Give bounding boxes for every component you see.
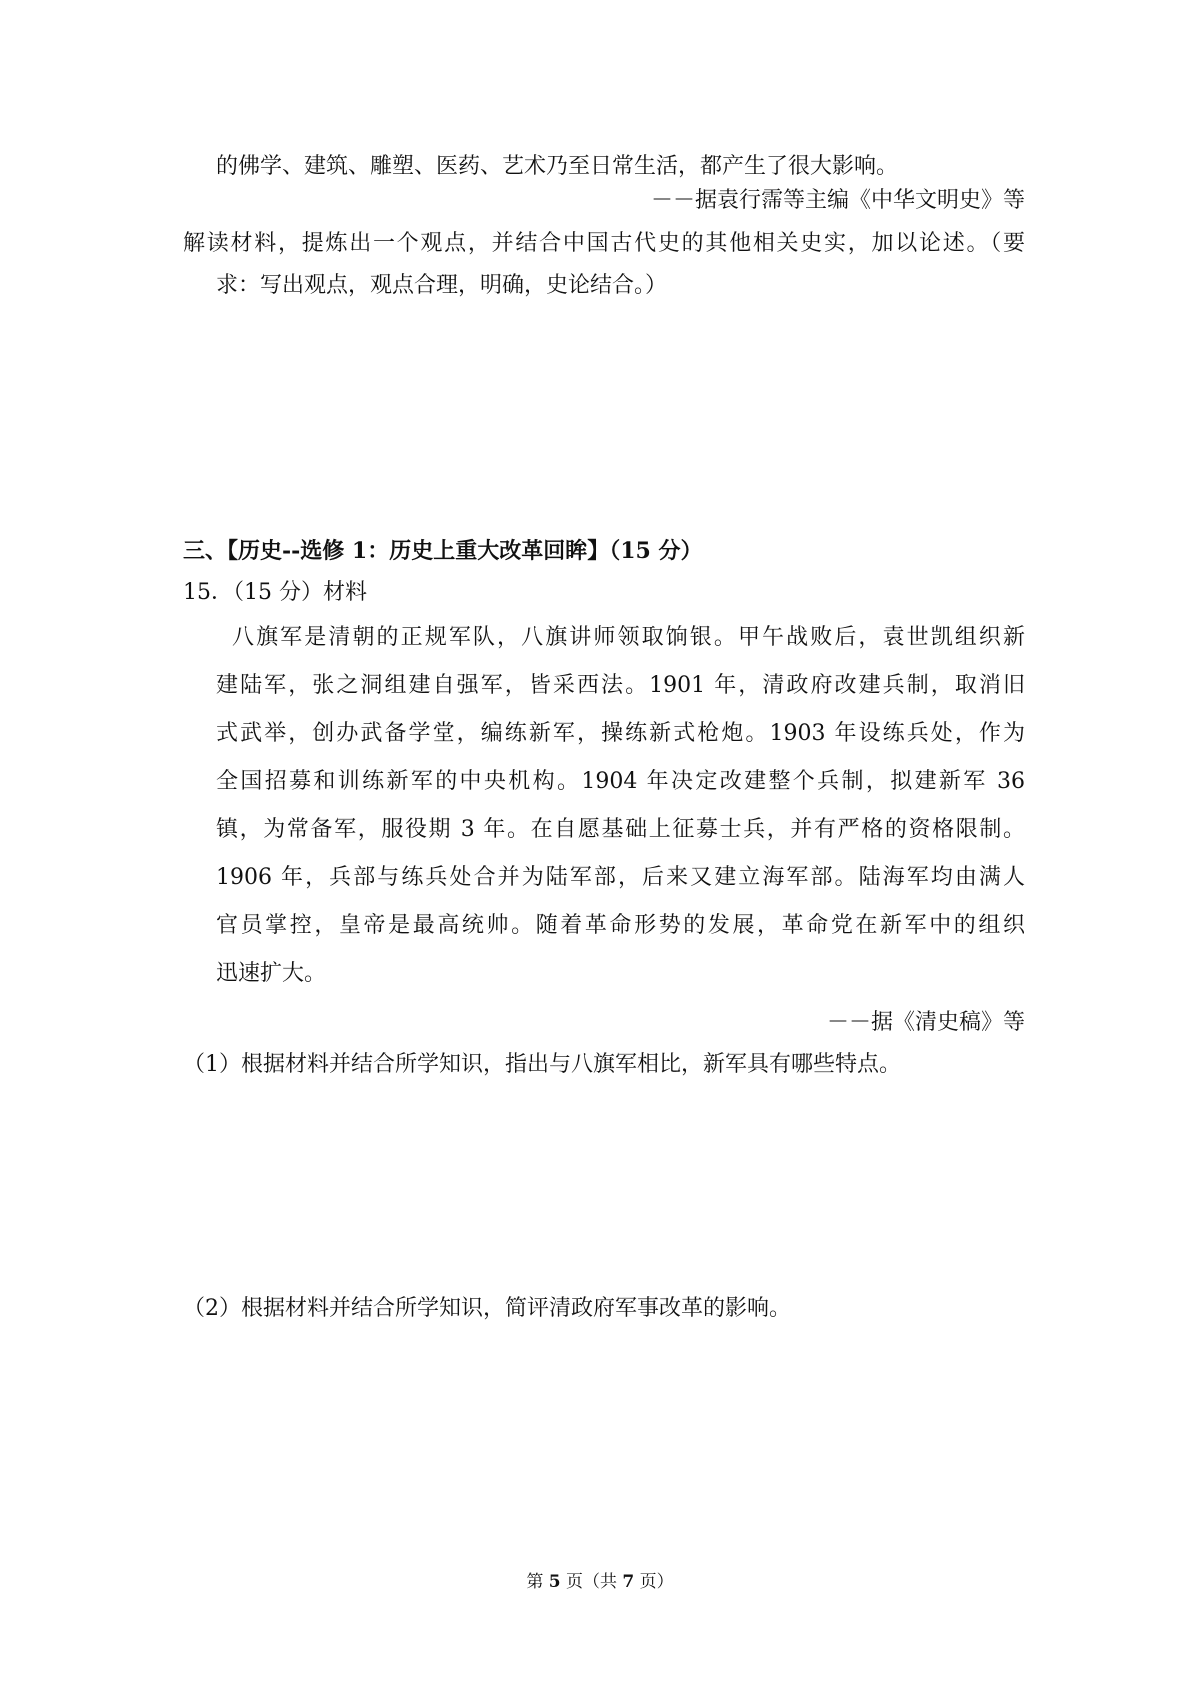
footer-total-pages: 7 — [622, 1572, 635, 1592]
footer-suffix: 页） — [639, 1572, 674, 1592]
question-15-header: 15．（15 分）材料 — [183, 580, 367, 605]
material-line-8: 迅速扩大。 — [216, 961, 327, 986]
prev-prompt-line2: 求：写出观点，观点合理，明确，史论结合。） — [216, 273, 668, 298]
footer-prefix: 第 — [526, 1572, 544, 1592]
material-line-5: 镇，为常备军，服役期 3 年。在自愿基础上征募士兵，并有严格的资格限制。 — [216, 817, 1025, 842]
sub-question-2: （2）根据材料并结合所学知识，简评清政府军事改革的影响。 — [183, 1296, 791, 1321]
material-line-4: 全国招募和训练新军的中央机构。1904 年决定改建整个兵制，拟建新军 36 — [216, 769, 1025, 794]
material-line-7: 官员掌控，皇帝是最高统帅。随着革命形势的发展，革命党在新军中的组织 — [216, 913, 1025, 938]
section-heading: 三、【历史--选修 1：历史上重大改革回眸】（15 分） — [183, 538, 703, 564]
prev-prompt-line1: 解读材料，提炼出一个观点，并结合中国古代史的其他相关史实，加以论述。（要 — [183, 231, 1025, 256]
prev-material-tail: 的佛学、建筑、雕塑、医药、艺术乃至日常生活，都产生了很大影响。 — [216, 154, 899, 179]
material-line-2: 建陆军，张之洞组建自强军，皆采西法。1901 年，清政府改建兵制，取消旧 — [216, 673, 1025, 698]
footer-middle: 页（共 — [566, 1572, 617, 1592]
material-source: －－据《清史稿》等 — [826, 1010, 1025, 1035]
page-footer — [0, 1570, 1200, 1594]
material-line-6: 1906 年，兵部与练兵处合并为陆军部，后来又建立海军部。陆海军均由满人 — [216, 865, 1025, 890]
footer-page-number: 5 — [548, 1572, 561, 1592]
prev-material-source: －－据袁行霈等主编《中华文明史》等 — [650, 188, 1025, 213]
material-line-3: 式武举，创办武备学堂，编练新军，操练新式枪炮。1903 年设练兵处，作为 — [216, 721, 1025, 746]
sub-question-1: （1）根据材料并结合所学知识，指出与八旗军相比，新军具有哪些特点。 — [183, 1052, 901, 1077]
material-line-1: 八旗军是清朝的正规军队，八旗讲师领取饷银。甲午战败后，袁世凯组织新 — [232, 625, 1025, 650]
